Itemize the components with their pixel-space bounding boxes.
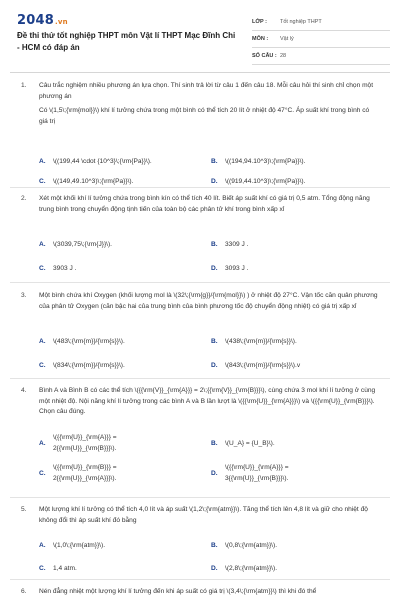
option-text: \(2,8\;{\rm{atm}}\). xyxy=(225,565,278,572)
option-label: B. xyxy=(211,338,218,345)
logo-suffix: .vn xyxy=(54,18,68,26)
option-label: C. xyxy=(39,265,46,272)
option-label: C. xyxy=(39,362,46,369)
document-header xyxy=(0,0,400,70)
question-number: 3. xyxy=(21,292,27,299)
option-text: \(483\;{\rm{m}}/{\rm{s}}\). xyxy=(53,338,125,345)
question-stem: Một bình chứa khí Oxygen (khối lượng mol là \(32\;{\rm{g}}/{\rm{mol}}\) ) ở nhiệt độ 27°C. Vận tốc căn quân phương của phân tử Oxygen (căn bậc hai của trung bình của bình phương tốc độ chuyển động nhiệt) có giá trị xấp xỉ xyxy=(39,292,378,310)
option-label: C. xyxy=(39,470,46,477)
page-title: Đề thi thử tốt nghiệp THPT môn Vật lí THPT Mạc Đĩnh Chi - HCM có đáp án xyxy=(17,31,236,52)
option-text: \({{\rm{U}}_{\rm{A}}} = 3{{\rm{U}}_{\rm{B}}}\). xyxy=(225,464,289,482)
option-label: A. xyxy=(39,158,46,165)
question-number: 6. xyxy=(21,588,27,595)
option-label: D. xyxy=(211,470,218,477)
info-label: MÔN : xyxy=(252,36,269,42)
option-label: A. xyxy=(39,542,46,549)
option-text: \((919,44.10^3)\;{\rm{Pa}}\). xyxy=(225,178,306,185)
option-text: 3309 J . xyxy=(225,241,249,248)
question-divider xyxy=(10,497,390,498)
option-text: \(843\;{\rm{m}}/{\rm{s}}\).v xyxy=(225,362,301,369)
option-text: 1,4 atm. xyxy=(53,565,77,572)
header-divider xyxy=(10,72,390,73)
question-stem: Bình A và Bình B có các thể tích \({{\rm{V}}_{\rm{A}}} = 2\;{{\rm{V}}_{\rm{B}}}\), cùng chứa 3 mol khí lí tưởng ở cùng một nhiệt độ. Nội năng khí lí tưởng trong các bình A và B lần lượt là \({{\rm{U}}_{\rm{A}}}\) và \({{\rm{U}}_{\rm{B}}}\). Chọn câu đúng. xyxy=(39,387,376,415)
exam-info-table xyxy=(252,14,390,65)
option-label: B. xyxy=(211,158,218,165)
option-text: \((149,49.10^3)\;{\rm{Pa}}\). xyxy=(53,178,134,185)
info-row-subject xyxy=(252,31,390,48)
option-text: \({{\rm{U}}_{\rm{B}}} = 2{{\rm{U}}_{\rm{A}}}\). xyxy=(53,464,117,482)
question-number: 2. xyxy=(21,195,27,202)
option-label: A. xyxy=(39,338,46,345)
option-text: 3903 J . xyxy=(53,265,77,272)
question-divider xyxy=(10,378,390,379)
option-label: A. xyxy=(39,440,46,447)
option-label: B. xyxy=(211,241,218,248)
intro-text: Câu trắc nghiệm nhiều phương án lựa chọn. Thí sinh trả lời từ câu 1 đến câu 18. Mỗi câu hỏi thí sinh chỉ chọn một phương án xyxy=(39,82,374,100)
option-text: \((194,94.10^3)\;{\rm{Pa}}\). xyxy=(225,158,306,165)
option-text: 3093 J . xyxy=(225,265,249,272)
option-label: A. xyxy=(39,241,46,248)
option-text: \((199,44 \cdot {10^3}\;{\rm{Pa}}\). xyxy=(53,158,152,165)
question-stem: Xét một khối khí lí tưởng chứa trong bình kín có thể tích 40 lít. Biết áp suất khí có giá trị 0,5 atm. Tổng động năng trung bình trong chuyển động tịnh tiến của toàn bộ các phân tử khí trong bình xấp xỉ xyxy=(39,195,370,213)
question-text xyxy=(39,81,379,127)
question-stem: Một lượng khí lí tưởng có thể tích 4,0 lít và áp suất \(1,2\;{\rm{atm}}\). Tăng thể tích lên 4,8 lít và giữ cho nhiệt độ không đổi thì áp suất khí đó bằng xyxy=(39,506,368,524)
option-text: \(438\;{\rm{m}}/{\rm{s}}\). xyxy=(225,338,297,345)
info-value: 28 xyxy=(280,53,287,59)
option-text: \({{\rm{U}}_{\rm{A}}} = 2{{\rm{U}}_{\rm{B}}}\). xyxy=(53,434,117,452)
info-value: Vật lý xyxy=(280,36,294,42)
question-stem: Nén đẳng nhiệt một lượng khí lí tưởng đến khi áp suất có giá trị \(3,4\;{\rm{atm}}\) thì khi đó thể xyxy=(39,588,317,595)
option-label: B. xyxy=(211,542,218,549)
option-text: \(U_A} = {U_B}\). xyxy=(225,440,275,447)
option-text: \(1,0\;{\rm{atm}}\). xyxy=(53,542,106,549)
question-stem: Có \(1,5\;{\rm{mol}}\) khí lí tưởng chứa trong một bình có thể tích 20 lít ở nhiệt độ 47°C. Áp suất khí trong bình có giá trị xyxy=(39,107,370,125)
option-label: D. xyxy=(211,565,218,572)
site-logo[interactable] xyxy=(17,13,68,28)
option-label: B. xyxy=(211,440,218,447)
info-label: LỚP : xyxy=(252,19,267,25)
option-text: \(0,8\;{\rm{atm}}\). xyxy=(225,542,278,549)
option-label: C. xyxy=(39,178,46,185)
option-text: \(3039,75\;{\rm{J}}\). xyxy=(53,241,113,248)
info-row-class xyxy=(252,14,390,31)
logo-text: 2048 xyxy=(17,13,54,28)
option-label: D. xyxy=(211,178,218,185)
question-number: 1. xyxy=(21,82,27,89)
question-number: 5. xyxy=(21,506,27,513)
question-number: 4. xyxy=(21,387,27,394)
question-divider xyxy=(10,579,390,580)
info-row-count xyxy=(252,48,390,65)
question-divider xyxy=(10,187,390,188)
option-text: \(834\;{\rm{m}}/{\rm{s}}\). xyxy=(53,362,125,369)
option-label: D. xyxy=(211,362,218,369)
option-label: C. xyxy=(39,565,46,572)
option-label: D. xyxy=(211,265,218,272)
question-divider xyxy=(10,282,390,283)
info-value: Tốt nghiệp THPT xyxy=(280,19,322,25)
info-label: SỐ CÂU : xyxy=(252,53,277,59)
